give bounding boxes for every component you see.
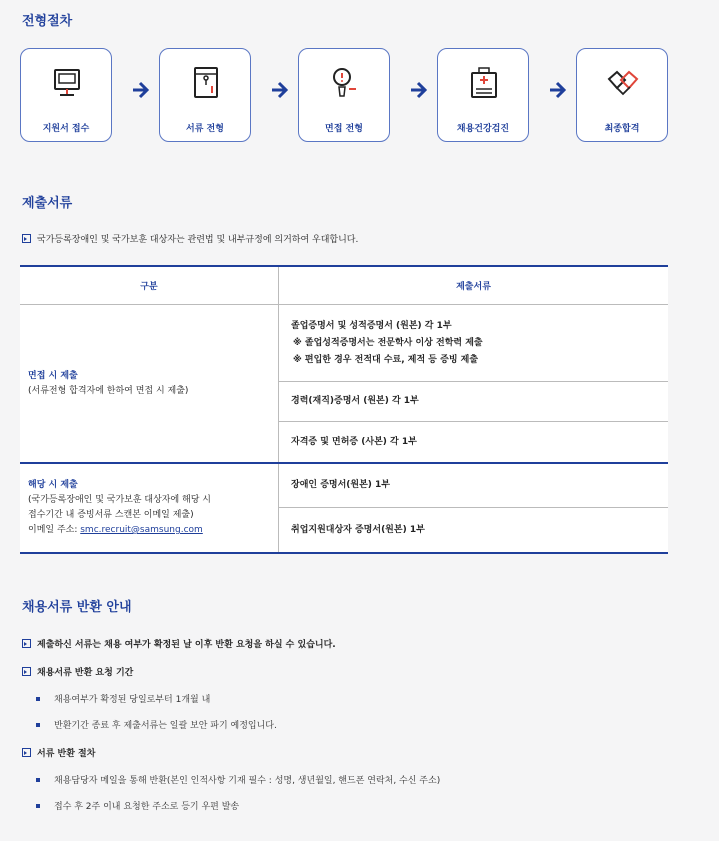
arrow-right-icon	[547, 78, 567, 102]
arrow-box-icon	[22, 234, 31, 243]
table-row: 취업지원대상자 증명서(원본) 1부	[291, 524, 425, 535]
procedure-heading: 서류 반환 절차	[22, 746, 95, 759]
step-label: 면접 전형	[325, 124, 363, 134]
group-desc: (서류전형 합격자에 한하여 면접 시 제출)	[28, 385, 189, 396]
return-title: 채용서류 반환 안내	[22, 600, 132, 615]
period-heading: 채용서류 반환 요청 기간	[22, 665, 133, 678]
bullet-icon	[36, 723, 40, 727]
table-group-conditional: 해당 시 제출 (국가등록장애인 및 국가보훈 대상자에 해당 시 접수기간 내 증빙서류 스캔본 이메일 제출) 이메일 주소: smc.recruit@samsung.com 장애인 증명서(원본) 1부 취업지원대상자 증명서(원본) 1부	[20, 464, 668, 552]
documents-note: 국가등록장애인 및 국가보훈 대상자는 관련법 및 내부규정에 의거하여 우대합니다.	[22, 232, 358, 245]
process-title: 전형절차	[22, 14, 73, 29]
step-interview	[298, 48, 390, 142]
documents-table	[20, 265, 668, 554]
table-header	[20, 267, 668, 305]
arrow-right-icon	[269, 78, 289, 102]
return-note: 제출하신 서류는 채용 여부가 확정된 날 이후 반환 요청을 하실 수 있습니다.	[22, 637, 336, 650]
step-label: 채용건강검진	[456, 124, 510, 134]
bullet-icon	[36, 697, 40, 701]
table-row: 장애인 증명서(원본) 1부	[279, 464, 668, 508]
handshake-icon	[603, 63, 643, 103]
list-item: 반환기간 종료 후 제출서류는 일괄 보안 파기 예정입니다.	[36, 718, 277, 731]
medical-checkup-icon	[464, 63, 504, 103]
step-document-screening	[159, 48, 251, 142]
header-category: 구분	[20, 267, 279, 304]
arrow-right-icon	[130, 78, 150, 102]
documents-title: 제출서류	[22, 196, 73, 211]
step-label: 서류 전형	[186, 124, 224, 134]
arrow-box-icon	[22, 748, 31, 757]
step-label: 최종합격	[604, 124, 640, 134]
step-label: 지원서 접수	[42, 124, 90, 134]
table-row: 자격증 및 면허증 (사본) 각 1부	[291, 436, 417, 447]
monitor-icon	[47, 63, 87, 103]
bullet-icon	[36, 804, 40, 808]
group-title: 면접 시 제출	[28, 370, 78, 381]
list-item: 접수 후 2주 이내 요청한 주소로 등기 우편 발송	[36, 799, 239, 812]
list-item: 채용여부가 확정된 당일로부터 1개월 내	[36, 692, 210, 705]
step-final-pass	[576, 48, 668, 142]
interview-magnifier-icon	[325, 63, 365, 103]
arrow-right-icon	[408, 78, 428, 102]
table-row: 졸업증명서 및 성적증명서 (원본) 각 1부 ※ 졸업성적증명서는 전문학사 이상 전학력 제출 ※ 편입한 경우 전적대 수료, 제적 등 증빙 제출	[279, 305, 668, 382]
document-envelope-icon	[186, 63, 226, 103]
arrow-box-icon	[22, 667, 31, 676]
list-item: 채용담당자 메일을 통해 반환(본인 인적사항 기재 필수 : 성명, 생년월일, 핸드폰 연락처, 수신 주소)	[36, 773, 440, 786]
step-health-check	[437, 48, 529, 142]
arrow-box-icon	[22, 639, 31, 648]
process-steps	[20, 48, 670, 142]
header-documents: 제출서류	[456, 282, 491, 292]
email-link[interactable]: smc.recruit@samsung.com	[80, 525, 203, 535]
bullet-icon	[36, 778, 40, 782]
table-group-interview	[20, 305, 668, 464]
group-title: 해당 시 제출	[28, 480, 78, 490]
step-application	[20, 48, 112, 142]
table-row: 경력(재직)증명서 (원본) 각 1부	[279, 382, 668, 422]
